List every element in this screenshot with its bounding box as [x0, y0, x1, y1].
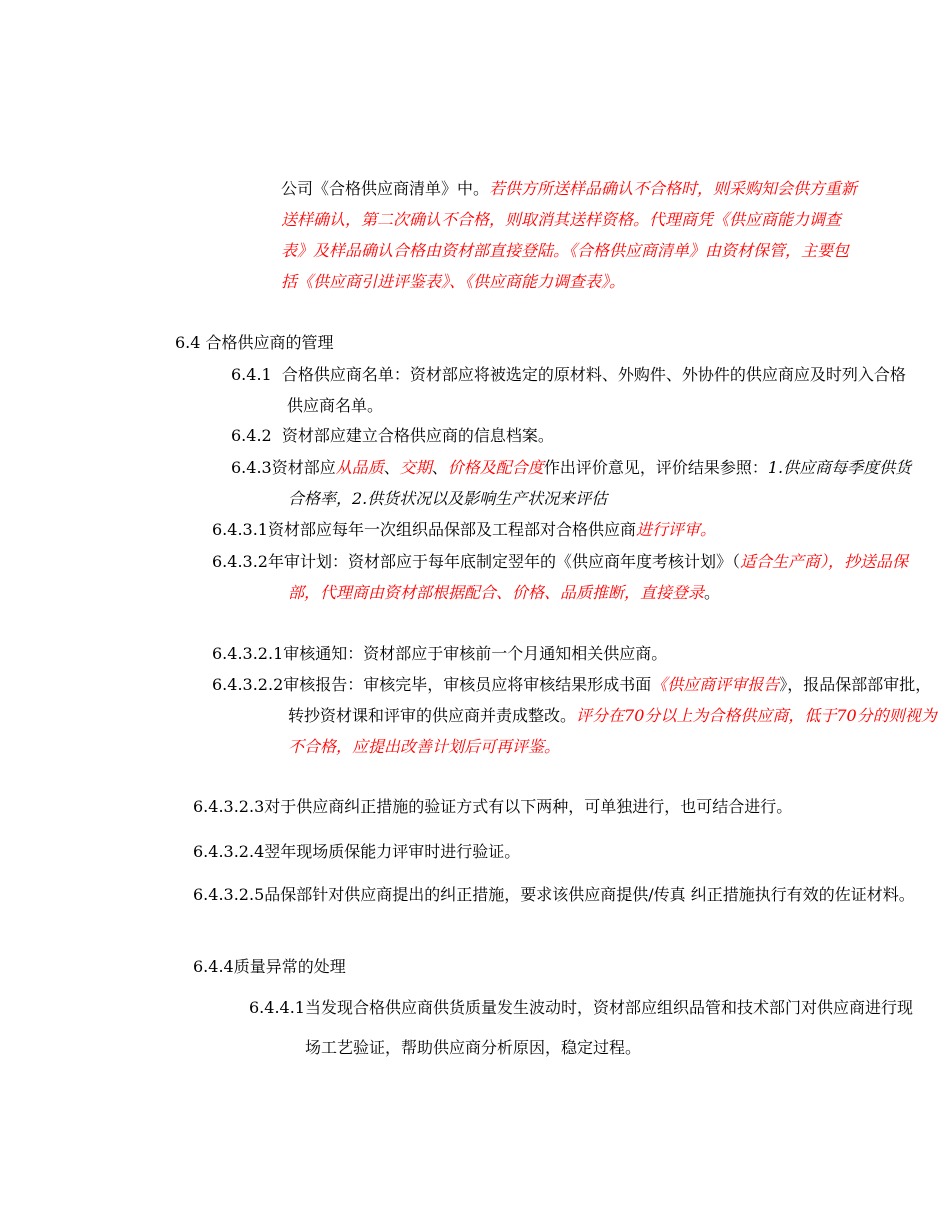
- section-text: 对于供应商纠正措施的验证方式有以下两种，可单独进行，也可结合进行。: [264, 797, 793, 816]
- continuation-paragraph: [281, 173, 861, 297]
- price-emphasis: 价格及配合度: [447, 458, 544, 477]
- section-number: 6.4.3: [231, 458, 272, 477]
- section-6-4-1: [231, 359, 915, 421]
- continuation-text: 公司《合格供应商清单》中。: [281, 179, 490, 198]
- section-6-4-3-2-3: [193, 791, 893, 822]
- manufacturer-emphasis: 适合生产商）: [740, 552, 829, 571]
- section-text: 年审计划：资材部应于每年底制定翌年的《供应商年度考核计划》（: [267, 552, 740, 571]
- section-number: 6.4: [175, 333, 201, 352]
- section-title: 合格供应商的管理: [205, 333, 334, 352]
- section-number: 6.4.3.2.1: [212, 644, 284, 663]
- section-6-4-2: [231, 420, 859, 451]
- section-6-4-3: [231, 452, 922, 514]
- section-6-4-4-1: [249, 988, 925, 1068]
- section-text: 当发现合格供应商供货质量发生波动时，资材部应组织品管和技术部门对供应商进行现场工艺验证，帮助供应商分析原因，稳定过程。: [304, 998, 913, 1057]
- section-text: 资材部应: [271, 458, 336, 477]
- section-number: 6.4.3.2.4: [193, 842, 265, 861]
- section-text: 审核报告：审核完毕，审核员应将审核结果形成书面: [283, 675, 652, 694]
- section-text: 翌年现场质保能力评审时进行验证。: [264, 842, 521, 861]
- report-emphasis: 《供应商评审报告: [651, 675, 780, 694]
- score-emphasis: 评分在70分以上为合格供应商，低于70分的则视为不合格，应提出改善计划后可再评鉴。: [288, 706, 937, 756]
- section-6-4-3-2-2: [212, 669, 946, 762]
- section-6-4-3-2: [212, 546, 936, 608]
- separator: 、: [431, 458, 448, 477]
- evaluation-criteria: 1.供应商每季度供货合格率，2.供货状况以及影响生产状况来评估: [288, 458, 912, 508]
- period: 。: [704, 583, 721, 602]
- section-number: 6.4.1: [231, 365, 272, 384]
- section-number: 6.4.3.2.5: [193, 885, 265, 904]
- separator: ，: [828, 552, 845, 571]
- section-text: 合格供应商名单：资材部应将被选定的原材料、外购件、外协件的供应商应及时列入合格供应商名单。: [281, 365, 906, 415]
- quality-emphasis: 从品质: [335, 458, 384, 477]
- delivery-emphasis: 交期: [399, 458, 432, 477]
- section-6-4-heading: [175, 327, 855, 358]
- section-number: 6.4.3.1: [212, 520, 268, 539]
- section-text: 资材部应建立合格供应商的信息档案。: [281, 426, 554, 445]
- section-6-4-3-2-5: [193, 875, 929, 915]
- section-6-4-3-2-4: [193, 836, 873, 867]
- section-number: 6.4.4.1: [249, 998, 305, 1017]
- section-6-4-4-heading: [193, 951, 873, 982]
- section-text: 审核通知：资材部应于审核前一个月通知相关供应商。: [283, 644, 668, 663]
- separator: 、: [383, 458, 400, 477]
- section-number: 6.4.3.2.3: [193, 797, 265, 816]
- section-number: 6.4.3.2.2: [212, 675, 284, 694]
- section-number: 6.4.2: [231, 426, 272, 445]
- section-text: 作出评价意见，评价结果参照：: [543, 458, 768, 477]
- section-title: 质量异常的处理: [233, 957, 346, 976]
- section-number: 6.4.3.2: [212, 552, 268, 571]
- section-text: 资材部应每年一次组织品保部及工程部对合格供应商: [267, 520, 636, 539]
- continuation-emphasis: 若供方所送样品确认不合格时，则采购知会供方重新送样确认，第二次确认不合格，则取消其送样资格。代理商凭《供应商能力调查表》及样品确认合格由资材部直接登陆。《合格供应商清单》由资材保管，主要包括《供应商引进评鉴表》、《供应商能力调查表》。: [281, 179, 858, 291]
- section-6-4-3-1: [212, 514, 872, 545]
- review-emphasis: 进行评审。: [636, 520, 717, 539]
- section-number: 6.4.4: [193, 957, 234, 976]
- section-text: 》，报品保部部审批，转抄资材课和评审的供应商并责成整改。: [288, 675, 932, 725]
- section-text: 品保部针对供应商提出的纠正措施，要求该供应商提供/传真 纠正措施执行有效的佐证材料。: [264, 885, 915, 904]
- distribution-emphasis: 抄送品保部，代理商由资材部根据配合、价格、品质推断，直接登录: [288, 552, 909, 602]
- section-6-4-3-2-1: [212, 638, 872, 669]
